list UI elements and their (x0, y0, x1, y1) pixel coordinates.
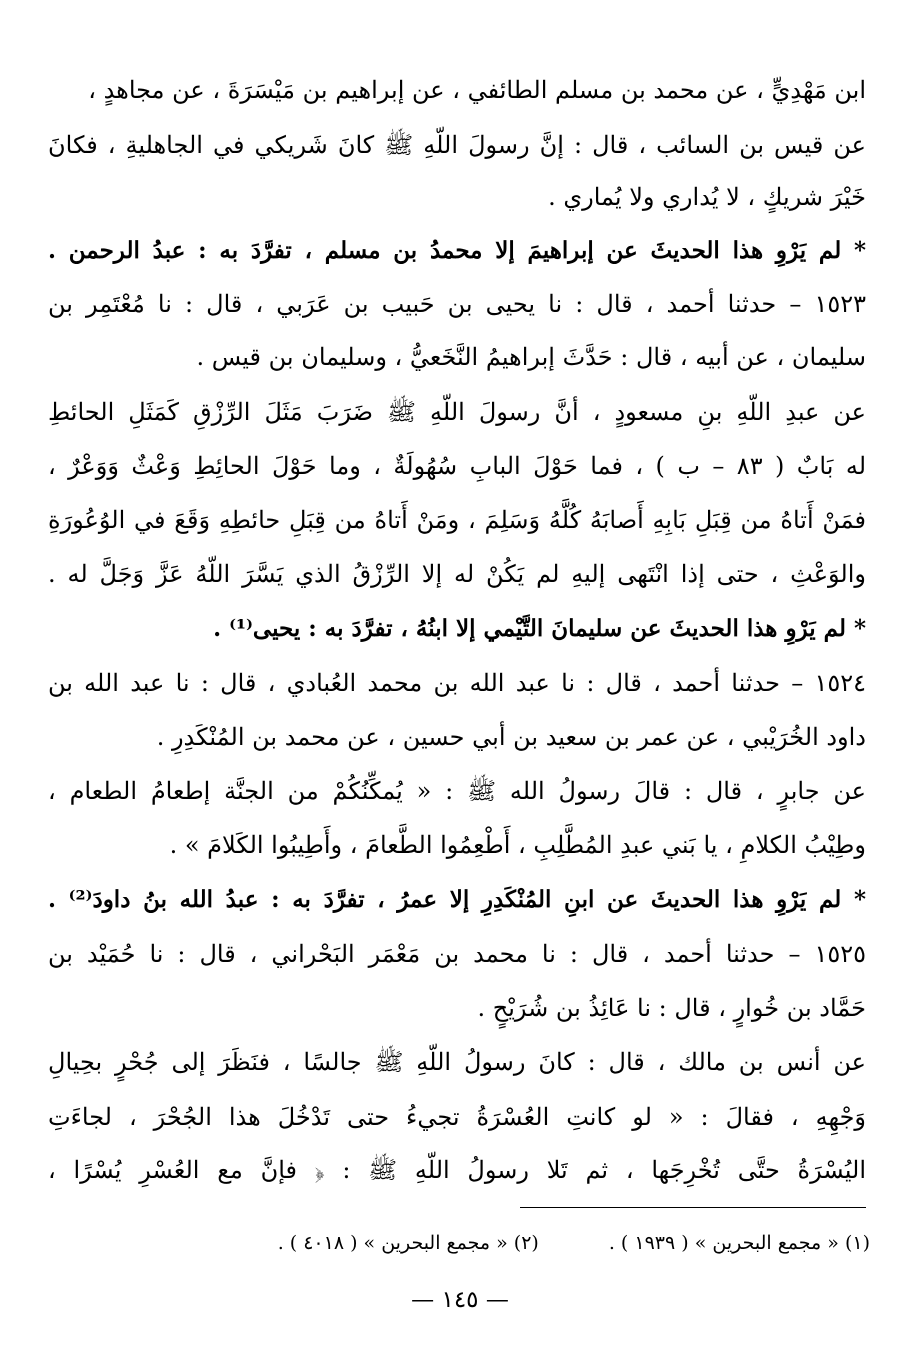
text-line: له بَابٌ ( ٨٣ – ب ) ، فما حَوْلَ البابِ سُهُولَةٌ ، وما حَوْلَ الحائِطِ وَعْثٌ وَوَعْرٌ ، (48, 452, 867, 480)
footnote-separator (520, 1207, 866, 1208)
page-number: — ١٤٥ — (411, 1287, 509, 1313)
text-line: عن عبدِ اللّهِ بنِ مسعودٍ ، أنَّ رسولَ اللّهِ ﷺ ضَرَبَ مَثَلَ الرِّزْقِ كَمَثَلِ الحائطِ (48, 398, 866, 426)
commentary-line: * لم يَرْوِ هذا الحديثَ عن إبراهيمَ إلا محمدُ بن مسلم ، تفرَّدَ به : عبدُ الرحمن . (48, 237, 866, 264)
commentary-line: * لم يَرْوِ هذا الحديثَ عن ابنِ المُنْكَدِرِ إلا عمرُ ، تفرَّدَ به : عبدُ الله بنُ داودَ⁽²⁾ . (48, 886, 867, 913)
footnote-2: (٢) « مجمع البحرين » ( ٤٠١٨ ) . (277, 1232, 539, 1254)
footnote-1: (١) « مجمع البحرين » ( ١٩٣٩ ) . (608, 1232, 870, 1254)
text-line: وَجْهِهِ ، فقالَ : « لو كانتِ العُسْرَةُ تجيءُ حتى تَدْخُلَ هذا الجُحْرَ ، لجاءَتِ (48, 1103, 866, 1131)
text-line: سليمان ، عن أبيه ، قال : حَدَّثَ إبراهيمُ النَّخَعيُّ ، وسليمان بن قيس . (196, 343, 866, 371)
text-line: عن جابرٍ ، قال : قالَ رسولُ الله ﷺ : « يُمكِّنُكُمْ من الجنَّة إطعامُ الطعام ، (48, 777, 866, 805)
text-line: حَمَّاد بن خُوارٍ ، قال : نا عَائِذُ بن شُرَيْحٍ . (477, 994, 866, 1022)
commentary-line: * لم يَرْوِ هذا الحديثَ عن سليمانَ التَّيْمي إلا ابنُهُ ، تفرَّدَ به : يحيى⁽¹⁾ . (213, 615, 866, 642)
text-line: وطِيْبُ الكلامِ ، يا بَني عبدِ المُطَّلِبِ ، أَطْعِمُوا الطَّعامَ ، وأَطِيبُوا الكَلامَ » . (169, 831, 866, 859)
text-line: داود الخُرَيْبي ، عن عمر بن سعيد بن أبي حسين ، عن محمد بن المُنْكَدِرِ . (156, 723, 866, 751)
hadith-heading-1523: ١٥٢٣ – حدثنا أحمد ، قال : نا يحيى بن حَبيب بن عَرَبي ، قال : نا مُعْتَمِر بن (48, 290, 866, 318)
text-line: فمَنْ أَتاهُ من قِبَلِ بَابِهِ أَصابَهُ كُلَّهُ وَسَلِمَ ، ومَنْ أَتاهُ من قِبَلِ حائطِهِ وَقَعَ في الوُعُورَةِ (48, 506, 866, 534)
text-line: خَيْرَ شريكٍ ، لا يُداري ولا يُماري . (548, 183, 866, 211)
hadith-heading-1525: ١٥٢٥ – حدثنا أحمد ، قال : نا محمد بن مَعْمَر البَحْراني ، قال : نا حُمَيْد بن (48, 940, 866, 968)
hadith-heading-1524: ١٥٢٤ – حدثنا أحمد ، قال : نا عبد الله بن محمد العُبادي ، قال : نا عبد الله بن (48, 669, 866, 697)
text-line: ابن مَهْدِيٍّ ، عن محمد بن مسلم الطائفي ، عن إبراهيم بن مَيْسَرَةَ ، عن مجاهدٍ ، (88, 76, 866, 104)
text-line: والوَعْثِ ، حتى إذا انْتَهى إليهِ لم يَكُنْ له إلا الرِّزْقُ الذي يَسَّرَ اللّهُ عَزَّ وَجَلَّ له . (48, 560, 867, 588)
text-line: اليُسْرَةُ حتَّى تُخْرِجَها ، ثم تَلا رسولُ اللّهِ ﷺ : ﴿ فإنَّ مع العُسْرِ يُسْرًا ، (48, 1156, 866, 1184)
text-line: عن قيس بن السائب ، قال : إنَّ رسولَ اللّهِ ﷺ كانَ شَريكي في الجاهليةِ ، فكانَ (48, 131, 866, 159)
footnotes (100, 1232, 870, 1254)
text-line: عن أنس بن مالك ، قال : كانَ رسولُ اللّهِ ﷺ جالسًا ، فنَظَرَ إلى جُحْرٍ بحِيالِ (48, 1048, 866, 1076)
